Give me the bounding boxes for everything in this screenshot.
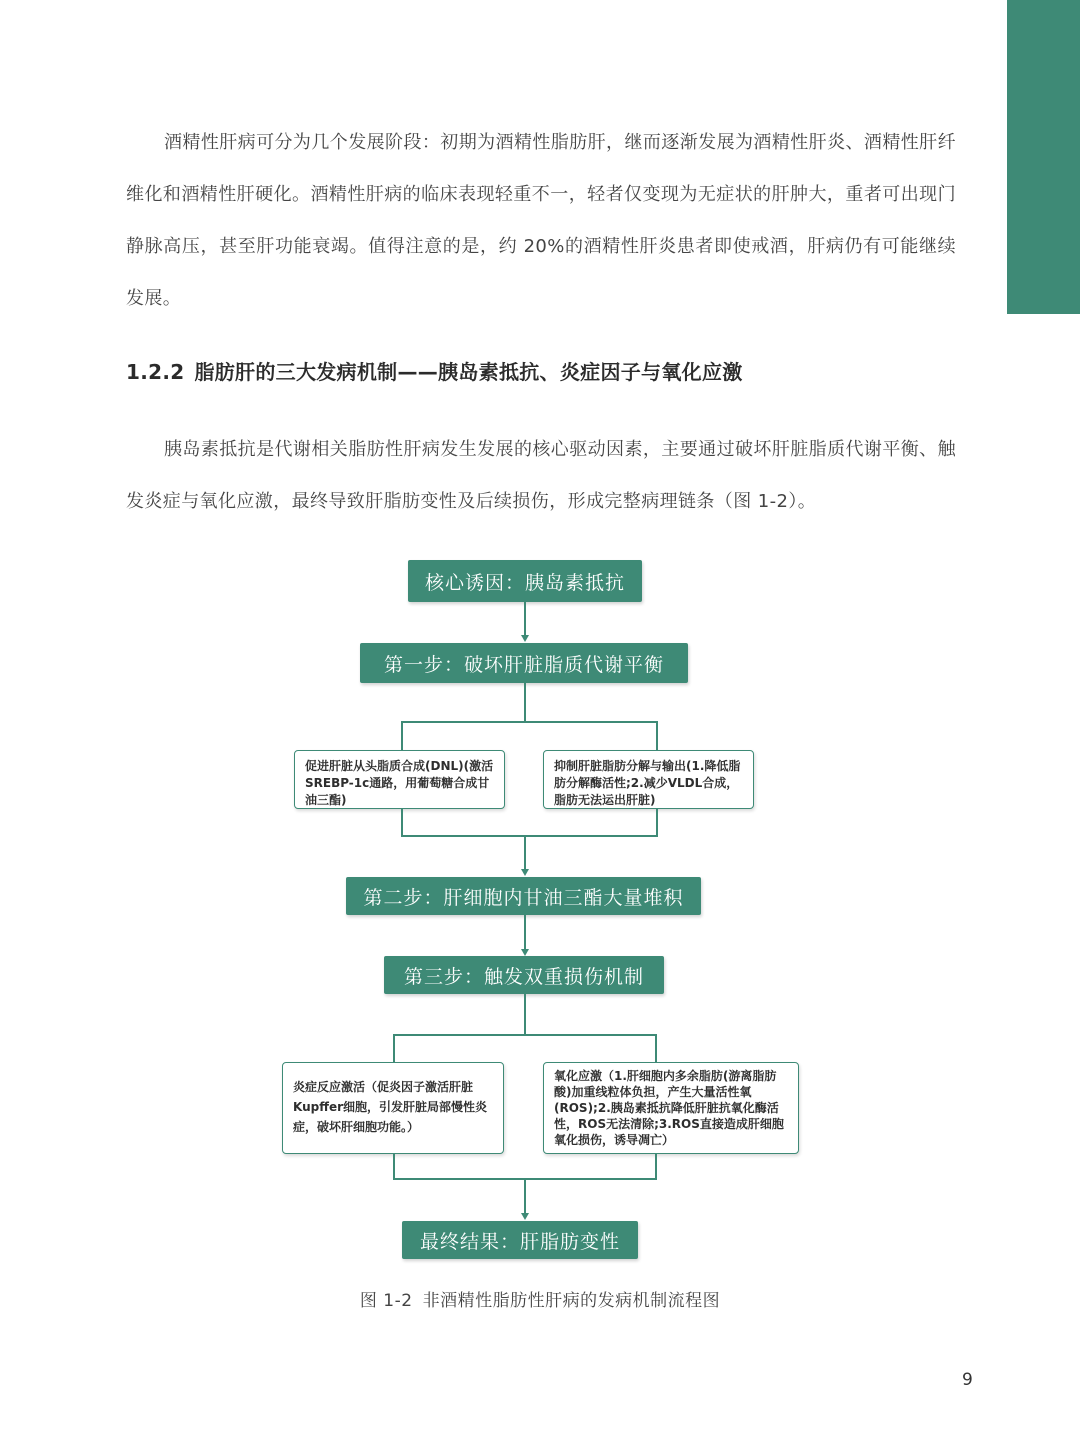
figure-caption bbox=[0, 1286, 1080, 1311]
flow-step-two: 第二步：肝细胞内甘油三酯大量堆积 bbox=[346, 877, 701, 915]
connector-line bbox=[656, 721, 658, 750]
connector-line bbox=[656, 809, 658, 836]
section-title: 脂肪肝的三大发病机制——胰岛素抵抗、炎症因子与氧化应激 bbox=[194, 360, 743, 384]
flow-step-three: 第三步：触发双重损伤机制 bbox=[384, 956, 664, 994]
arrow-down-icon bbox=[521, 949, 529, 956]
flow-core-cause: 核心诱因：胰岛素抵抗 bbox=[408, 560, 642, 602]
connector-line bbox=[524, 915, 526, 949]
flow-step-three-right: 氧化应激（1.肝细胞内多余脂肪(游离脂肪酸)加重线粒体负担，产生大量活性氧(ROS);2.胰岛素抵抗降低肝脏抗氧化酶活性，ROS无法清除;3.ROS直接造成肝细胞氧化损伤，诱导凋亡） bbox=[543, 1062, 799, 1154]
connector-line bbox=[393, 1034, 657, 1036]
connector-line bbox=[401, 721, 403, 750]
connector-line bbox=[524, 994, 526, 1034]
connector-line bbox=[401, 809, 403, 836]
section-number: 1.2.2 bbox=[126, 360, 185, 384]
figure-caption-text: 非酒精性脂肪性肝病的发病机制流程图 bbox=[422, 1291, 721, 1311]
connector-line bbox=[524, 1179, 526, 1213]
connector-line bbox=[401, 835, 658, 837]
figure-label: 图 1-2 bbox=[359, 1291, 413, 1311]
connector-line bbox=[524, 602, 526, 635]
connector-line bbox=[655, 1034, 657, 1062]
arrow-down-icon bbox=[521, 869, 529, 876]
section-heading bbox=[126, 356, 743, 385]
connector-line bbox=[524, 683, 526, 721]
connector-line bbox=[393, 1034, 395, 1062]
connector-line bbox=[524, 836, 526, 869]
side-color-tab bbox=[1007, 0, 1080, 314]
arrow-down-icon bbox=[521, 1213, 529, 1220]
connector-line bbox=[401, 721, 658, 723]
paragraph-insulin-resistance: 胰岛素抵抗是代谢相关脂肪性肝病发生发展的核心驱动因素，主要通过破坏肝脏脂质代谢平衡、触发炎症与氧化应激，最终导致肝脂肪变性及后续损伤，形成完整病理链条（图 1-2）。 bbox=[126, 439, 956, 512]
flow-step-one: 第一步：破坏肝脏脂质代谢平衡 bbox=[360, 643, 688, 683]
flow-step-one-right: 抑制肝脏脂肪分解与输出(1.降低脂肪分解酶活性;2.减少VLDL合成，脂肪无法运出肝脏) bbox=[543, 750, 754, 809]
paragraph-alcoholic-liver-disease: 酒精性肝病可分为几个发展阶段：初期为酒精性脂肪肝，继而逐渐发展为酒精性肝炎、酒精性肝纤维化和酒精性肝硬化。酒精性肝病的临床表现轻重不一，轻者仅变现为无症状的肝肿大，重者可出现门静脉高压，甚至肝功能衰竭。值得注意的是，约 20%的酒精性肝炎患者即使戒酒，肝病仍有可能继续发展。 bbox=[126, 132, 956, 309]
arrow-down-icon bbox=[521, 635, 529, 642]
flow-step-three-left: 炎症反应激活（促炎因子激活肝脏Kupffer细胞，引发肝脏局部慢性炎症，破坏肝细胞功能。） bbox=[282, 1062, 504, 1154]
connector-line bbox=[655, 1154, 657, 1179]
page-number: 9 bbox=[962, 1370, 973, 1390]
flow-step-one-left: 促进肝脏从头脂质合成(DNL)(激活SREBP-1c通路，用葡萄糖合成甘油三酯) bbox=[294, 750, 505, 809]
flow-final-result: 最终结果：肝脂肪变性 bbox=[402, 1221, 638, 1259]
connector-line bbox=[393, 1154, 395, 1179]
